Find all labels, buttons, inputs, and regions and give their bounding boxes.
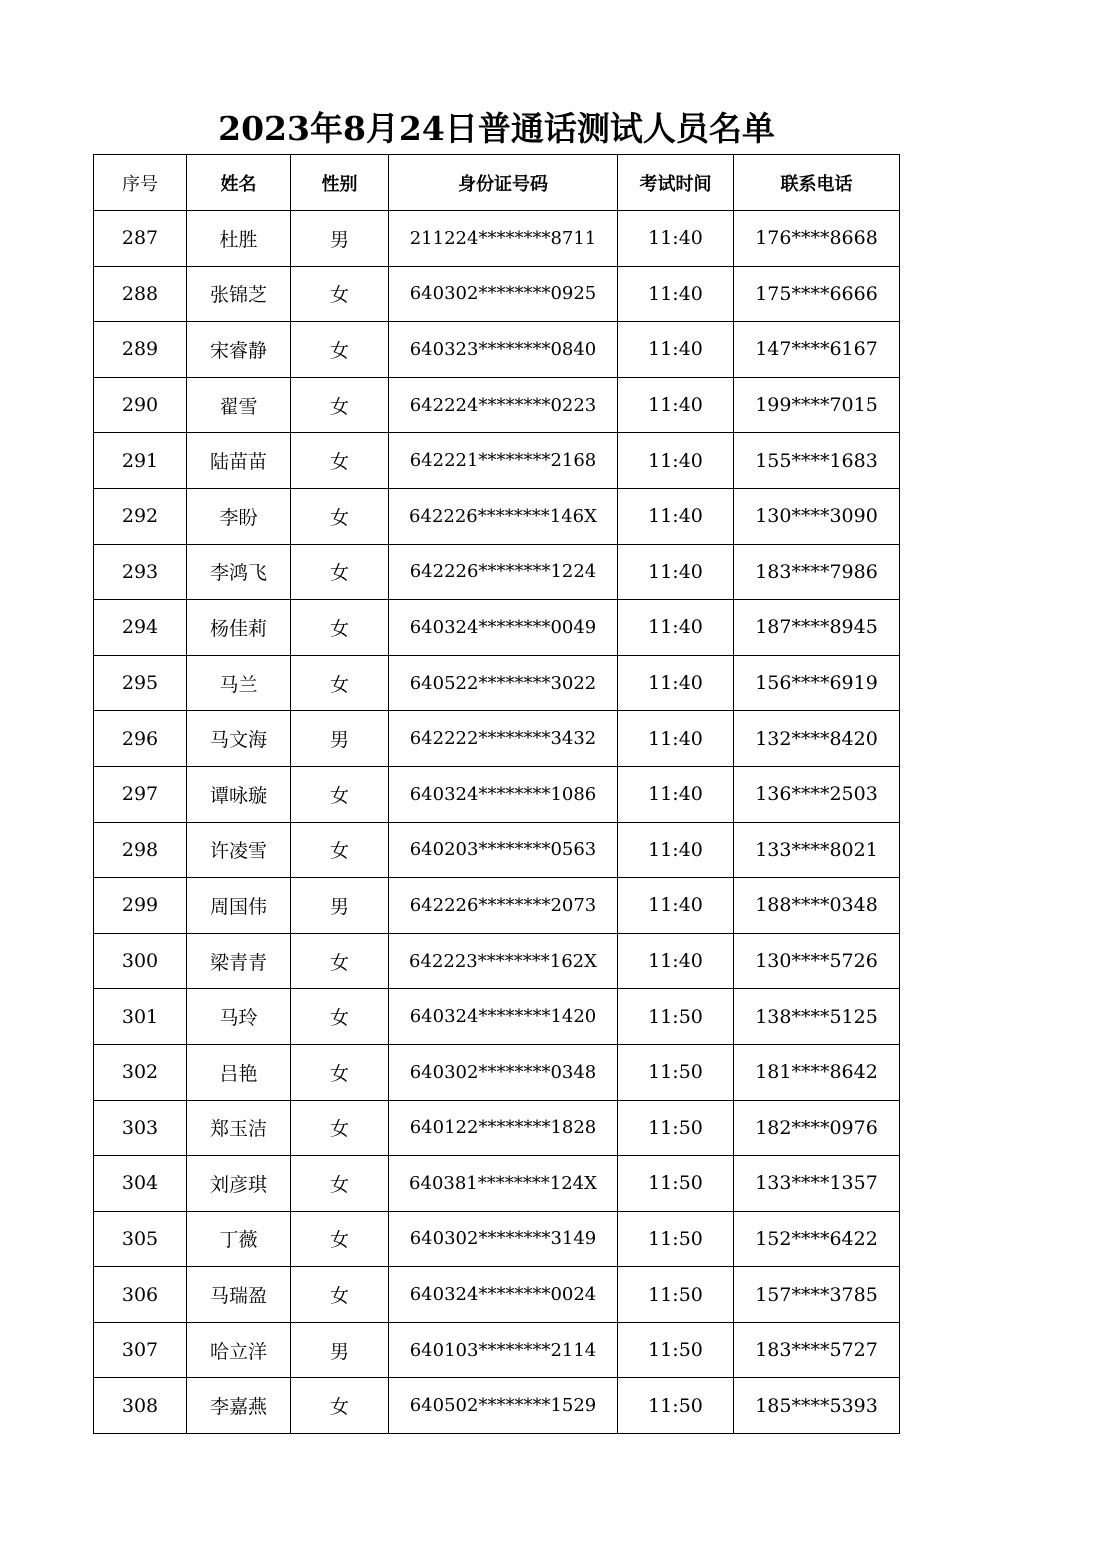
cell-phone: 152****6422 bbox=[734, 1211, 900, 1267]
cell-name: 马兰 bbox=[187, 655, 291, 711]
cell-phone: 130****3090 bbox=[734, 488, 900, 544]
cell-id-number: 642224********0223 bbox=[389, 377, 618, 433]
cell-gender: 女 bbox=[291, 1211, 389, 1267]
cell-exam-time: 11:50 bbox=[618, 989, 734, 1045]
cell-seq: 297 bbox=[94, 766, 187, 822]
cell-gender: 女 bbox=[291, 488, 389, 544]
table-row bbox=[94, 655, 900, 711]
cell-seq: 307 bbox=[94, 1322, 187, 1378]
table-row bbox=[94, 544, 900, 600]
cell-gender: 女 bbox=[291, 766, 389, 822]
cell-id-number: 640122********1828 bbox=[389, 1100, 618, 1156]
cell-phone: 133****8021 bbox=[734, 822, 900, 878]
cell-seq: 296 bbox=[94, 711, 187, 767]
cell-exam-time: 11:50 bbox=[618, 1156, 734, 1212]
cell-id-number: 640502********1529 bbox=[389, 1378, 618, 1434]
cell-phone: 176****8668 bbox=[734, 211, 900, 267]
cell-name: 吕艳 bbox=[187, 1044, 291, 1100]
cell-gender: 女 bbox=[291, 433, 389, 489]
cell-id-number: 640302********3149 bbox=[389, 1211, 618, 1267]
cell-name: 李鸿飞 bbox=[187, 544, 291, 600]
cell-gender: 女 bbox=[291, 322, 389, 378]
cell-seq: 308 bbox=[94, 1378, 187, 1434]
cell-phone: 133****1357 bbox=[734, 1156, 900, 1212]
cell-id-number: 211224********8711 bbox=[389, 211, 618, 267]
cell-seq: 292 bbox=[94, 488, 187, 544]
cell-name: 陆苗苗 bbox=[187, 433, 291, 489]
cell-phone: 156****6919 bbox=[734, 655, 900, 711]
table-row bbox=[94, 822, 900, 878]
cell-seq: 304 bbox=[94, 1156, 187, 1212]
cell-gender: 女 bbox=[291, 1044, 389, 1100]
page-title: 2023年8月24日普通话测试人员名单 bbox=[218, 109, 775, 148]
cell-id-number: 640324********1420 bbox=[389, 989, 618, 1045]
cell-phone: 185****5393 bbox=[734, 1378, 900, 1434]
cell-phone: 183****7986 bbox=[734, 544, 900, 600]
cell-seq: 289 bbox=[94, 322, 187, 378]
cell-gender: 女 bbox=[291, 989, 389, 1045]
cell-name: 宋睿静 bbox=[187, 322, 291, 378]
cell-seq: 303 bbox=[94, 1100, 187, 1156]
cell-phone: 147****6167 bbox=[734, 322, 900, 378]
table-row bbox=[94, 989, 900, 1045]
cell-exam-time: 11:40 bbox=[618, 322, 734, 378]
cell-gender: 男 bbox=[291, 211, 389, 267]
cell-name: 谭咏璇 bbox=[187, 766, 291, 822]
cell-phone: 183****5727 bbox=[734, 1322, 900, 1378]
table-row bbox=[94, 266, 900, 322]
cell-gender: 女 bbox=[291, 933, 389, 989]
table-row bbox=[94, 322, 900, 378]
cell-id-number: 640381********124X bbox=[389, 1156, 618, 1212]
cell-seq: 302 bbox=[94, 1044, 187, 1100]
cell-exam-time: 11:40 bbox=[618, 544, 734, 600]
cell-phone: 187****8945 bbox=[734, 600, 900, 656]
cell-name: 郑玉洁 bbox=[187, 1100, 291, 1156]
table-row bbox=[94, 377, 900, 433]
table-row bbox=[94, 1267, 900, 1323]
table-row bbox=[94, 1211, 900, 1267]
cell-seq: 291 bbox=[94, 433, 187, 489]
cell-phone: 132****8420 bbox=[734, 711, 900, 767]
cell-name: 张锦芝 bbox=[187, 266, 291, 322]
cell-gender: 男 bbox=[291, 1322, 389, 1378]
cell-id-number: 640323********0840 bbox=[389, 322, 618, 378]
cell-exam-time: 11:50 bbox=[618, 1378, 734, 1434]
cell-id-number: 642226********2073 bbox=[389, 878, 618, 934]
cell-exam-time: 11:40 bbox=[618, 433, 734, 489]
cell-phone: 181****8642 bbox=[734, 1044, 900, 1100]
table-row bbox=[94, 1378, 900, 1434]
cell-id-number: 642226********1224 bbox=[389, 544, 618, 600]
roster-table bbox=[93, 154, 900, 1434]
cell-seq: 305 bbox=[94, 1211, 187, 1267]
cell-gender: 女 bbox=[291, 1100, 389, 1156]
cell-name: 周国伟 bbox=[187, 878, 291, 934]
cell-phone: 136****2503 bbox=[734, 766, 900, 822]
header-phone: 联系电话 bbox=[734, 155, 900, 211]
cell-exam-time: 11:40 bbox=[618, 211, 734, 267]
table-row bbox=[94, 878, 900, 934]
table-body bbox=[94, 211, 900, 1434]
table-row bbox=[94, 488, 900, 544]
cell-id-number: 640302********0925 bbox=[389, 266, 618, 322]
header-gender: 性别 bbox=[291, 155, 389, 211]
cell-exam-time: 11:40 bbox=[618, 878, 734, 934]
table-row bbox=[94, 211, 900, 267]
cell-id-number: 640324********0049 bbox=[389, 600, 618, 656]
cell-name: 刘彦琪 bbox=[187, 1156, 291, 1212]
cell-id-number: 640324********1086 bbox=[389, 766, 618, 822]
cell-exam-time: 11:40 bbox=[618, 766, 734, 822]
cell-seq: 288 bbox=[94, 266, 187, 322]
cell-id-number: 642226********146X bbox=[389, 488, 618, 544]
cell-name: 李嘉燕 bbox=[187, 1378, 291, 1434]
table-row bbox=[94, 1100, 900, 1156]
cell-id-number: 642221********2168 bbox=[389, 433, 618, 489]
cell-gender: 女 bbox=[291, 1156, 389, 1212]
cell-seq: 295 bbox=[94, 655, 187, 711]
cell-name: 马玲 bbox=[187, 989, 291, 1045]
cell-exam-time: 11:40 bbox=[618, 377, 734, 433]
cell-exam-time: 11:50 bbox=[618, 1100, 734, 1156]
cell-name: 杜胜 bbox=[187, 211, 291, 267]
table-header-row bbox=[94, 155, 900, 211]
cell-seq: 300 bbox=[94, 933, 187, 989]
table-row bbox=[94, 1156, 900, 1212]
cell-gender: 女 bbox=[291, 266, 389, 322]
cell-name: 马文海 bbox=[187, 711, 291, 767]
cell-name: 梁青青 bbox=[187, 933, 291, 989]
cell-gender: 男 bbox=[291, 711, 389, 767]
table-row bbox=[94, 1044, 900, 1100]
table-row bbox=[94, 600, 900, 656]
cell-id-number: 640103********2114 bbox=[389, 1322, 618, 1378]
cell-gender: 男 bbox=[291, 878, 389, 934]
cell-exam-time: 11:40 bbox=[618, 711, 734, 767]
cell-seq: 306 bbox=[94, 1267, 187, 1323]
table-row bbox=[94, 1322, 900, 1378]
cell-exam-time: 11:50 bbox=[618, 1211, 734, 1267]
cell-phone: 138****5125 bbox=[734, 989, 900, 1045]
cell-id-number: 640522********3022 bbox=[389, 655, 618, 711]
cell-exam-time: 11:40 bbox=[618, 600, 734, 656]
cell-exam-time: 11:40 bbox=[618, 655, 734, 711]
cell-phone: 188****0348 bbox=[734, 878, 900, 934]
cell-seq: 293 bbox=[94, 544, 187, 600]
header-id: 身份证号码 bbox=[389, 155, 618, 211]
cell-id-number: 640203********0563 bbox=[389, 822, 618, 878]
cell-id-number: 640302********0348 bbox=[389, 1044, 618, 1100]
cell-name: 许凌雪 bbox=[187, 822, 291, 878]
cell-phone: 199****7015 bbox=[734, 377, 900, 433]
cell-seq: 301 bbox=[94, 989, 187, 1045]
cell-exam-time: 11:40 bbox=[618, 822, 734, 878]
cell-seq: 298 bbox=[94, 822, 187, 878]
cell-gender: 女 bbox=[291, 1378, 389, 1434]
cell-phone: 175****6666 bbox=[734, 266, 900, 322]
table-row bbox=[94, 433, 900, 489]
cell-seq: 299 bbox=[94, 878, 187, 934]
cell-phone: 182****0976 bbox=[734, 1100, 900, 1156]
header-time: 考试时间 bbox=[618, 155, 734, 211]
cell-seq: 290 bbox=[94, 377, 187, 433]
table-row bbox=[94, 766, 900, 822]
table-row bbox=[94, 933, 900, 989]
table-row bbox=[94, 711, 900, 767]
header-seq: 序号 bbox=[94, 155, 187, 211]
cell-gender: 女 bbox=[291, 1267, 389, 1323]
cell-name: 李盼 bbox=[187, 488, 291, 544]
cell-name: 杨佳莉 bbox=[187, 600, 291, 656]
cell-id-number: 640324********0024 bbox=[389, 1267, 618, 1323]
cell-exam-time: 11:40 bbox=[618, 266, 734, 322]
cell-name: 马瑞盈 bbox=[187, 1267, 291, 1323]
cell-name: 翟雪 bbox=[187, 377, 291, 433]
cell-gender: 女 bbox=[291, 655, 389, 711]
cell-exam-time: 11:40 bbox=[618, 488, 734, 544]
cell-phone: 155****1683 bbox=[734, 433, 900, 489]
cell-name: 丁薇 bbox=[187, 1211, 291, 1267]
cell-exam-time: 11:50 bbox=[618, 1267, 734, 1323]
cell-exam-time: 11:40 bbox=[618, 933, 734, 989]
cell-seq: 294 bbox=[94, 600, 187, 656]
cell-gender: 女 bbox=[291, 600, 389, 656]
cell-id-number: 642223********162X bbox=[389, 933, 618, 989]
cell-name: 哈立洋 bbox=[187, 1322, 291, 1378]
cell-exam-time: 11:50 bbox=[618, 1322, 734, 1378]
cell-gender: 女 bbox=[291, 544, 389, 600]
cell-gender: 女 bbox=[291, 822, 389, 878]
cell-phone: 157****3785 bbox=[734, 1267, 900, 1323]
cell-id-number: 642222********3432 bbox=[389, 711, 618, 767]
cell-gender: 女 bbox=[291, 377, 389, 433]
cell-seq: 287 bbox=[94, 211, 187, 267]
cell-exam-time: 11:50 bbox=[618, 1044, 734, 1100]
header-name: 姓名 bbox=[187, 155, 291, 211]
cell-phone: 130****5726 bbox=[734, 933, 900, 989]
